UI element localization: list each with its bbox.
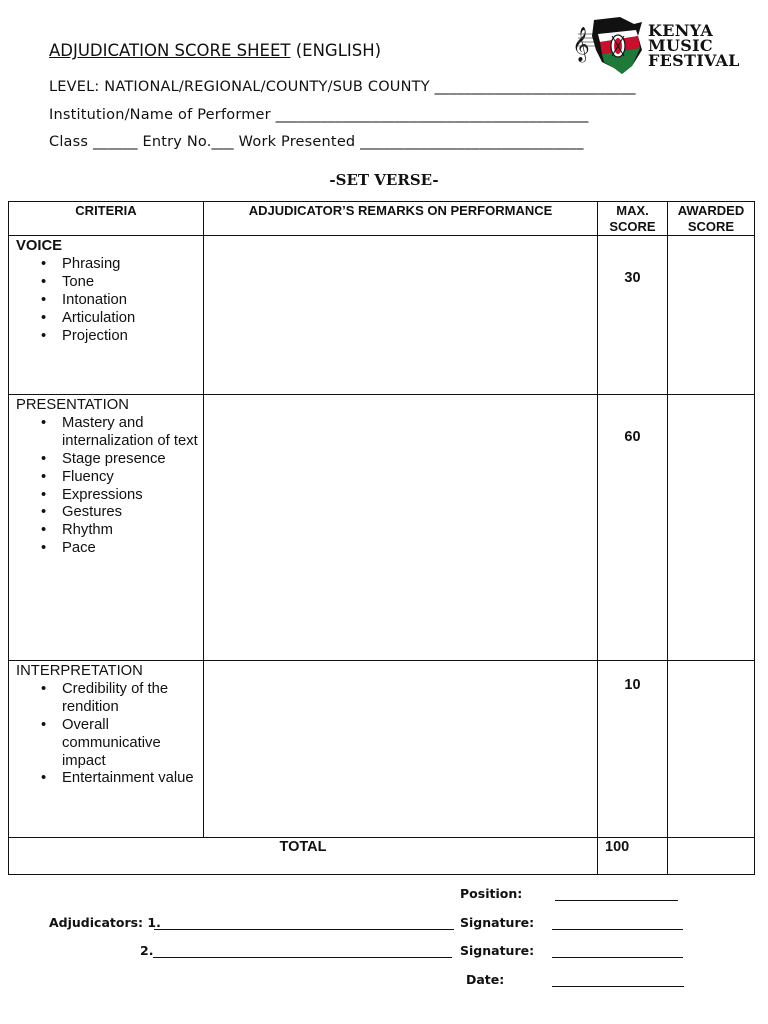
awarded-cell-interpretation[interactable]: [668, 661, 755, 838]
signature-1-field[interactable]: [552, 929, 683, 930]
list-item: • Rhythm: [62, 522, 203, 540]
criteria-caption: INTERPRETATION: [16, 663, 143, 679]
score-table: [8, 201, 755, 875]
max-score-interpretation: 10: [598, 661, 668, 838]
table-row-presentation: [9, 395, 755, 661]
logo-line-music: MUSIC: [648, 36, 713, 55]
date-label: Date:: [466, 972, 505, 987]
adjudicator-2-label: 2.: [140, 943, 154, 958]
header-remarks: ADJUDICATOR’S REMARKS ON PERFORMANCE: [204, 202, 598, 236]
signature-2-field[interactable]: [552, 957, 683, 958]
awarded-cell-presentation[interactable]: [668, 395, 755, 661]
list-item: • Fluency: [62, 469, 203, 487]
criteria-caption: PRESENTATION: [16, 397, 129, 413]
table-row-total: [9, 838, 755, 875]
list-item: • Expressions: [62, 487, 203, 505]
criteria-interpretation: [9, 661, 204, 838]
total-awarded-cell[interactable]: [668, 838, 755, 875]
kenya-music-festival-logo: [572, 14, 748, 78]
level-field[interactable]: LEVEL: NATIONAL/REGIONAL/COUNTY/SUB COUNTY ___________________________: [49, 79, 636, 95]
signature-2-label: Signature:: [460, 943, 535, 958]
total-label: TOTAL: [9, 838, 598, 875]
position-field[interactable]: [555, 900, 678, 901]
table-row-voice: [9, 236, 755, 395]
criteria-list: [16, 415, 203, 558]
treble-clef-icon: 𝄞: [572, 27, 590, 62]
class-entry-work-field[interactable]: Class ______ Entry No.___ Work Presented ______________________________: [49, 134, 584, 150]
list-item: • Entertainment value: [62, 770, 203, 788]
list-item: • Tone: [62, 274, 203, 292]
total-max-score: 100: [598, 838, 668, 875]
title-language: (ENGLISH): [290, 41, 382, 60]
list-item: • Phrasing: [62, 256, 203, 274]
table-row-interpretation: [9, 661, 755, 838]
list-item: • Articulation: [62, 310, 203, 328]
section-title: -SET VERSE-: [329, 171, 439, 189]
logo-line-kenya: KENYA: [648, 21, 714, 40]
title-underlined: ADJUDICATION SCORE SHEET: [49, 41, 291, 60]
position-label: Position:: [460, 886, 523, 901]
criteria-caption: VOICE: [16, 238, 63, 254]
header-max-score: MAX. SCORE: [598, 202, 668, 236]
list-item: • Intonation: [62, 292, 203, 310]
date-field[interactable]: [552, 986, 684, 987]
signature-1-label: Signature:: [460, 915, 535, 930]
list-item: • Credibility of the rendition: [62, 681, 203, 717]
institution-field[interactable]: Institution/Name of Performer __________________________________________: [49, 107, 589, 123]
list-item: • Projection: [62, 328, 203, 346]
logo-wordmark: [648, 23, 740, 68]
document-title: [49, 41, 381, 60]
list-item: • Gestures: [62, 504, 203, 522]
max-score-voice: 30: [598, 236, 668, 395]
adjudicator-1-field[interactable]: [154, 929, 454, 930]
list-item: • Mastery and internalization of text: [62, 415, 203, 451]
remarks-cell-presentation[interactable]: [204, 395, 598, 661]
adjudicator-1-label: Adjudicators: 1.: [49, 915, 161, 930]
list-item: • Stage presence: [62, 451, 203, 469]
logo-line-festival: FESTIVAL: [648, 51, 740, 70]
remarks-cell-voice[interactable]: [204, 236, 598, 395]
criteria-list: [16, 256, 203, 346]
adjudicator-2-field[interactable]: [153, 957, 452, 958]
header-criteria: CRITERIA: [9, 202, 204, 236]
table-header-row: [9, 202, 755, 236]
list-item: • Pace: [62, 540, 203, 558]
criteria-presentation: [9, 395, 204, 661]
list-item: • Overall communicative impact: [62, 717, 203, 771]
criteria-list: [16, 681, 203, 788]
awarded-cell-voice[interactable]: [668, 236, 755, 395]
max-score-presentation: 60: [598, 395, 668, 661]
header-awarded-score: AWARDED SCORE: [668, 202, 755, 236]
criteria-voice: [9, 236, 204, 395]
remarks-cell-interpretation[interactable]: [204, 661, 598, 838]
